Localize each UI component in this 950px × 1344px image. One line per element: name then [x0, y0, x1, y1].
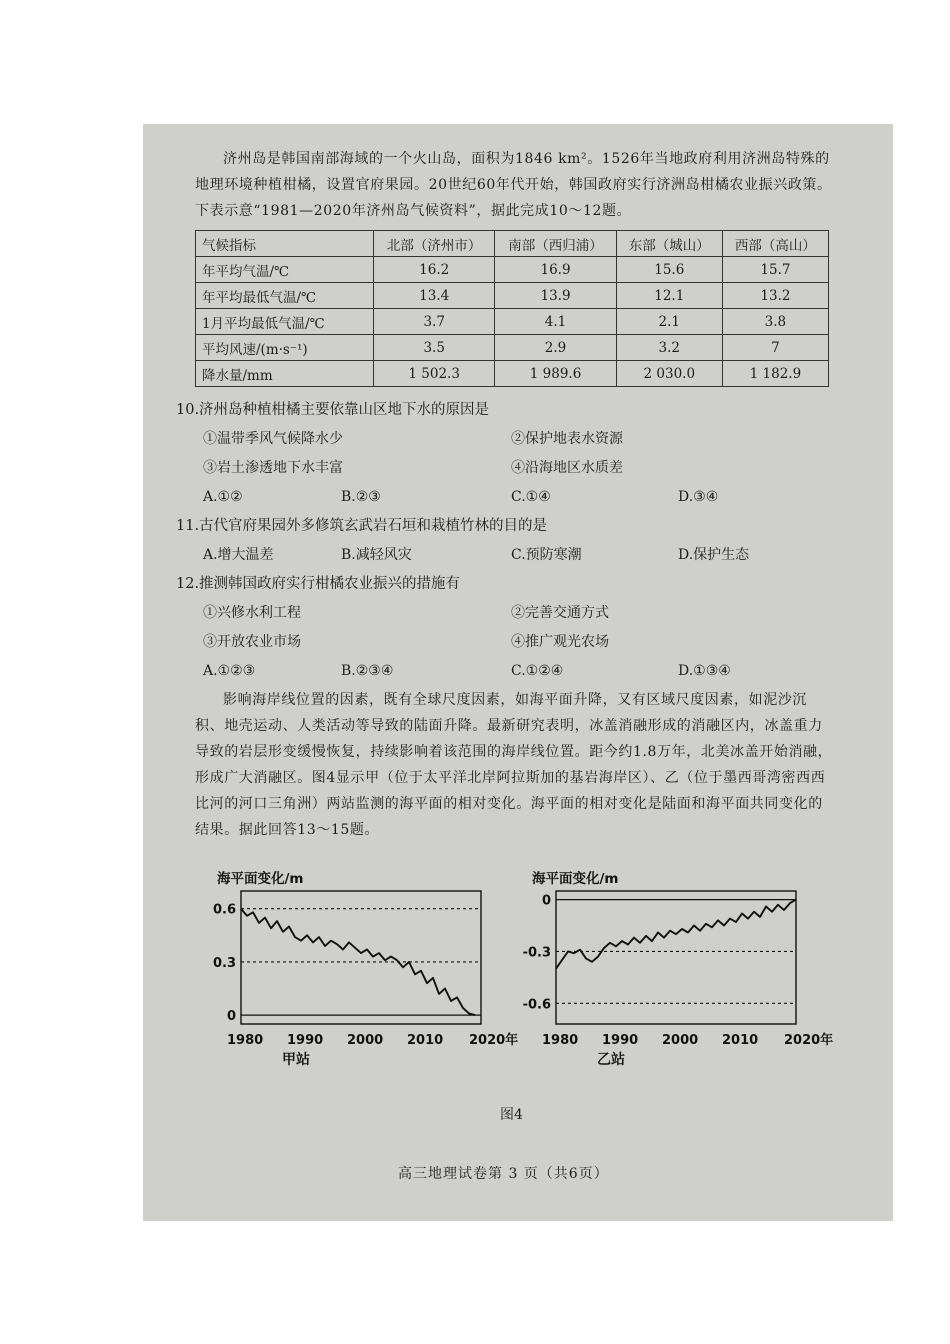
yi-xtick-label-3: 2010: [722, 1033, 759, 1048]
table-cell: 4.1: [495, 309, 616, 335]
jia-xtick-label-1: 1990: [287, 1033, 324, 1048]
table-cell: 3.5: [374, 335, 495, 361]
q10-item-1: ①温带季风气候降水少: [203, 431, 343, 447]
table-cell: 3.7: [374, 309, 495, 335]
table-cell: 平均风速/(m·s⁻¹): [196, 335, 374, 361]
table-row: [196, 335, 829, 361]
q11-choice-c: C.预防寒潮: [511, 547, 582, 563]
q11-choice-b: B.减轻风灾: [341, 547, 412, 563]
yi-series-line: [556, 900, 796, 969]
table-cell: 2.9: [495, 335, 616, 361]
table-row: [196, 309, 829, 335]
jia-plot-frame: [241, 891, 481, 1024]
yi-ytick-label-1: -0.3: [522, 945, 551, 961]
q11-stem: 11.古代官府果园外多修筑玄武岩石垣和栽植竹林的目的是: [176, 518, 548, 534]
table-cell: 2 030.0: [616, 361, 722, 387]
page-footer: 高三地理试卷第 3 页（共6页）: [398, 1166, 609, 1182]
q10-choice-b: B.②③: [341, 489, 381, 505]
jia-xtick-label-3: 2010: [407, 1033, 444, 1048]
jia-xtick-label-2: 2000: [347, 1033, 384, 1048]
q12-item-3: ③开放农业市场: [203, 634, 301, 650]
table-cell: 12.1: [616, 283, 722, 309]
jia-ytick-label-0: 0.6: [212, 902, 236, 918]
table-cell: 1 502.3: [374, 361, 495, 387]
chart-jia-station: [203, 869, 519, 1099]
table-header-cell: 南部（西归浦）: [495, 231, 616, 257]
table-cell: 16.2: [374, 257, 495, 283]
climate-table: [195, 230, 829, 387]
table-header-cell: 东部（城山）: [616, 231, 722, 257]
table-cell: 1月平均最低气温/℃: [196, 309, 374, 335]
table-row: [196, 283, 829, 309]
q12-choice-a: A.①②③: [203, 663, 256, 679]
q10-choice-d: D.③④: [678, 489, 719, 505]
yi-ytick-label-0: 0: [541, 893, 551, 909]
chart-yi-station: [518, 869, 834, 1099]
table-cell: 降水量/mm: [196, 361, 374, 387]
jia-ytick-label-2: 0: [226, 1009, 236, 1025]
yi-xtick-label-2: 2000: [662, 1033, 699, 1048]
table-cell: 13.9: [495, 283, 616, 309]
table-header-cell: 气候指标: [196, 231, 374, 257]
intro-paragraph: 济州岛是韩国南部海域的一个火山岛，面积为1846 km²。1526年当地政府利用济洲岛特殊的地理环境种植柑橘，设置官府果园。20世纪60年代开始，韩国政府实行济洲岛柑橘农业振兴政策。下表示意“1981—2020年济州岛气候资料”，据此完成10～12题。: [195, 151, 832, 219]
jia-ytick-label-1: 0.3: [212, 955, 236, 971]
table-cell: 13.4: [374, 283, 495, 309]
table-cell: 3.2: [616, 335, 722, 361]
q12-choice-c: C.①②④: [511, 663, 564, 679]
yi-ylabel: 海平面变化/m: [532, 871, 619, 887]
second-paragraph: 影响海岸线位置的因素，既有全球尺度因素，如海平面升降，又有区域尺度因素，如泥沙沉积、地壳运动、人类活动等导致的陆面升降。最新研究表明，冰盖消融形成的消融区内，冰盖重力导致的岩层形变缓慢恢复，持续影响着该范围的海岸线位置。距今约1.8万年，北美冰盖开始消融，形成广大消融区。图4显示甲（位于太平洋北岸阿拉斯加的基岩海岸区）、乙（位于墨西哥湾密西西比河的河口三角洲）两站监测的海平面的相对变化。海平面的相对变化是陆面和海平面共同变化的结果。据此回答13～15题。: [195, 692, 833, 838]
q11-choice-d: D.保护生态: [678, 547, 750, 563]
table-header-cell: 西部（高山）: [722, 231, 828, 257]
q10-item-4: ④沿海地区水质差: [511, 460, 623, 476]
table-cell: 1 989.6: [495, 361, 616, 387]
q12-item-1: ①兴修水利工程: [203, 605, 301, 621]
yi-xtick-label-4: 2020年: [784, 1033, 834, 1048]
table-row: [196, 257, 829, 283]
exam-page: [143, 124, 893, 1221]
table-cell: 13.2: [722, 283, 828, 309]
table-cell: 年平均最低气温/℃: [196, 283, 374, 309]
table-cell: 15.7: [722, 257, 828, 283]
jia-station-label: 甲站: [282, 1052, 310, 1068]
table-header-row: [196, 231, 829, 257]
q12-item-2: ②完善交通方式: [511, 605, 609, 621]
jia-xtick-label-4: 2020年: [469, 1033, 519, 1048]
yi-xtick-label-0: 1980: [542, 1033, 579, 1048]
yi-xtick-label-1: 1990: [602, 1033, 639, 1048]
q10-stem: 10.济州岛种植柑橘主要依靠山区地下水的原因是: [176, 402, 490, 418]
yi-station-label: 乙站: [597, 1052, 625, 1068]
q12-choice-b: B.②③④: [341, 663, 394, 679]
table-cell: 3.8: [722, 309, 828, 335]
table-cell: 年平均气温/℃: [196, 257, 374, 283]
table-header-cell: 北部（济州市）: [374, 231, 495, 257]
table-cell: 1 182.9: [722, 361, 828, 387]
q10-choice-c: C.①④: [511, 489, 551, 505]
q12-choice-d: D.①③④: [678, 663, 731, 679]
q12-item-4: ④推广观光农场: [511, 634, 609, 650]
q12-stem: 12.推测韩国政府实行柑橘农业振兴的措施有: [176, 576, 461, 592]
jia-ylabel: 海平面变化/m: [217, 871, 304, 887]
jia-xtick-label-0: 1980: [227, 1033, 264, 1048]
table-cell: 15.6: [616, 257, 722, 283]
q10-item-3: ③岩土渗透地下水丰富: [203, 460, 343, 476]
table-cell: 16.9: [495, 257, 616, 283]
table-cell: 7: [722, 335, 828, 361]
yi-plot-frame: [556, 891, 796, 1024]
yi-ytick-label-2: -0.6: [522, 997, 551, 1013]
figure-caption: 图4: [500, 1107, 523, 1123]
table-cell: 2.1: [616, 309, 722, 335]
table-row: [196, 361, 829, 387]
q11-choice-a: A.增大温差: [203, 547, 274, 563]
q10-choice-a: A.①②: [203, 489, 243, 505]
q10-item-2: ②保护地表水资源: [511, 431, 623, 447]
